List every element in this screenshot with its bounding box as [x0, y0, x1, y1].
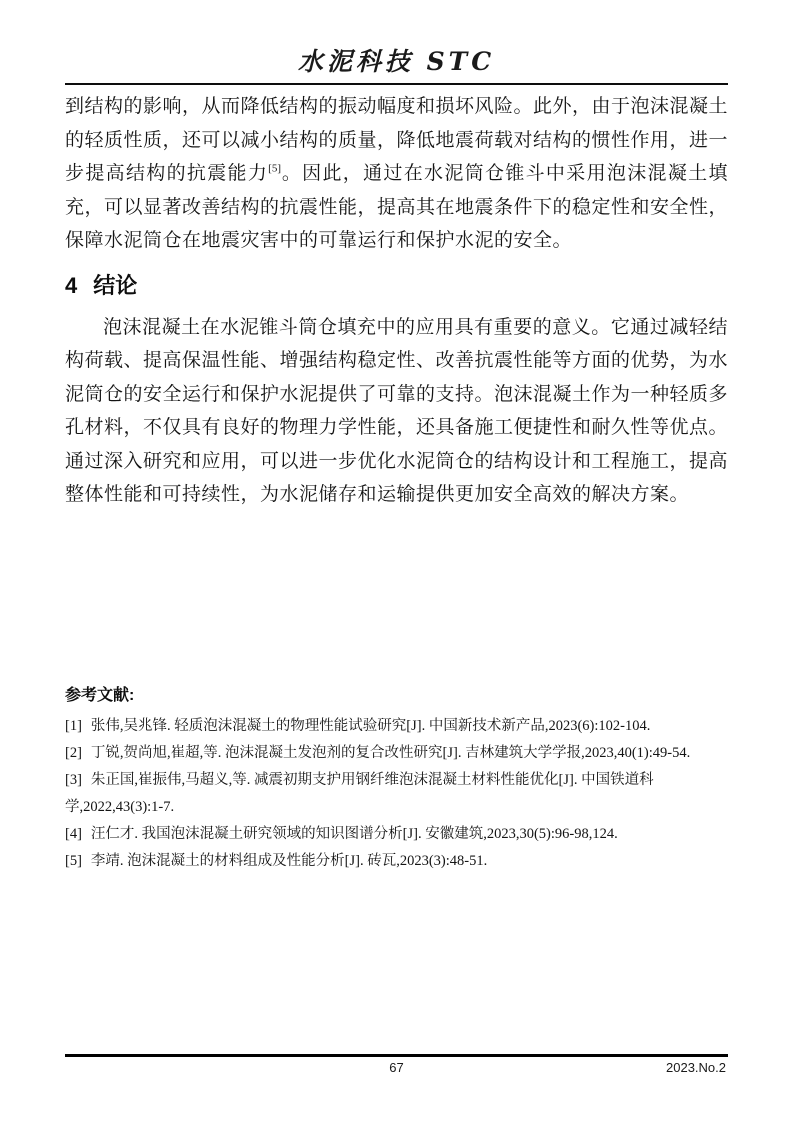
section-title: 结论 [93, 272, 138, 298]
reference-label: [4] [65, 825, 82, 842]
conclusion-paragraph: 泡沫混凝土在水泥锥斗筒仓填充中的应用具有重要的意义。它通过减轻结构荷载、提高保温性能、增强结构稳定性、改善抗震性能等方面的优势，为水泥筒仓的安全运行和保护水泥提供了可靠的支持。泡沫混凝土作为一种轻质多孔材料，不仅具有良好的物理力学性能，还具备施工便捷性和耐久性等优点。通过深入研究和应用，可以进一步优化水泥筒仓的结构设计和工程施工，提高整体性能和可持续性，为水泥储存和运输提供更加安全高效的解决方案。 [65, 316, 729, 505]
reference-label: [5] [65, 852, 82, 869]
page-number: 67 [389, 1060, 404, 1075]
reference-text: 汪仁才. 我国泡沫混凝土研究领域的知识图谱分析[J]. 安徽建筑,2023,30(5):96-98,124. [90, 825, 618, 842]
section-heading-conclusion [65, 271, 728, 301]
reference-text: 李靖. 泡沫混凝土的材料组成及性能分析[J]. 砖瓦,2023(3):48-51. [90, 852, 488, 869]
reference-label: [2] [65, 744, 82, 761]
references-heading: 参考文献: [65, 686, 135, 704]
reference-item [65, 821, 728, 848]
reference-label: [3] [65, 771, 82, 788]
paragraph-text-pre: 到结构的影响，从而降低结构的振动幅度和损坏风险。此外，由于泡沫混凝土的轻质性质，还可以减小结构的质量，降低地震荷载对结构的惯性作用，进一步提高结构的抗震能力 [65, 96, 729, 184]
reference-item [65, 713, 728, 740]
reference-item [65, 767, 728, 821]
paragraph-text-post: 。因此，通过在水泥筒仓锥斗中采用泡沫混凝土填充，可以显著改善结构的抗震性能，提高其在地震条件下的稳定性和安全性，保障水泥筒仓在地震灾害中的可靠运行和保护水泥的安全。 [65, 163, 729, 251]
references-section [65, 684, 728, 875]
reference-text: 朱正国,崔振伟,马超义,等. 减震初期支护用钢纤维泡沫混凝土材料性能优化[J]. 中国铁道科学,2022,43(3):1-7. [65, 771, 654, 815]
reference-item [65, 848, 728, 875]
citation-superscript-5: [5] [268, 162, 281, 175]
reference-text: 张伟,吴兆锋. 轻质泡沫混凝土的物理性能试验研究[J]. 中国新技术新产品,2023(6):102-104. [90, 717, 651, 734]
page-content [65, 0, 728, 875]
reference-text: 丁锐,贺尚旭,崔超,等. 泡沫混凝土发泡剂的复合改性研究[J]. 吉林建筑大学学报,2023,40(1):49-54. [90, 744, 691, 761]
footer-row [65, 1060, 728, 1078]
body-paragraph-continued [65, 90, 728, 258]
issue-number: 2023.No.2 [666, 1060, 726, 1075]
running-header [65, 0, 728, 85]
section-number: 4 [65, 272, 78, 298]
reference-item [65, 740, 728, 767]
references-list [65, 713, 728, 875]
journal-title: 水泥科技 STC [297, 47, 496, 76]
running-footer [65, 1054, 728, 1078]
reference-label: [1] [65, 717, 82, 734]
